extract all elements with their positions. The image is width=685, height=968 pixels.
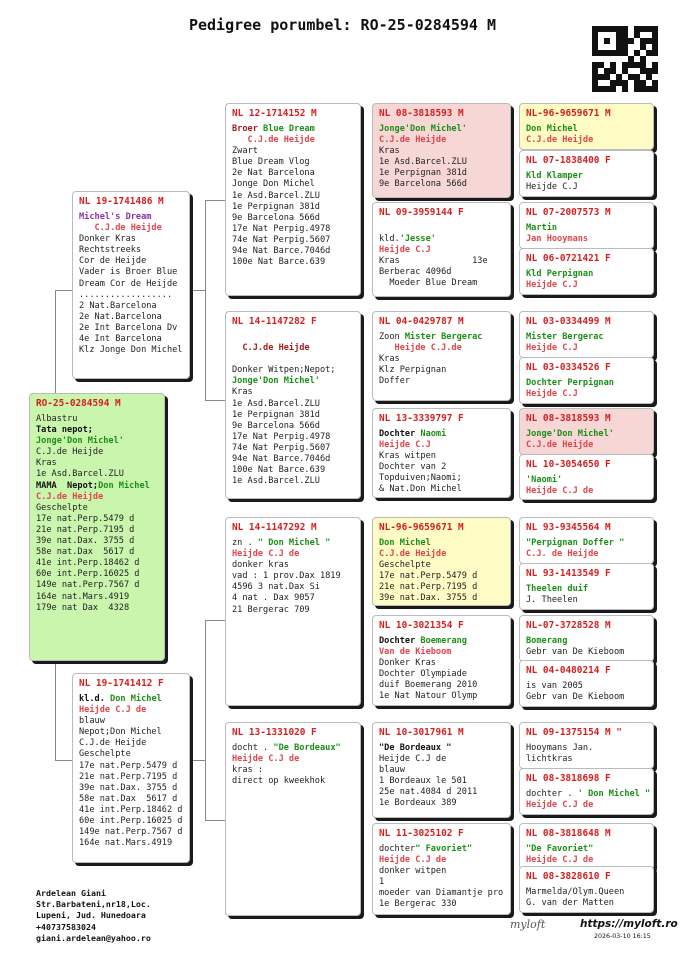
pigeon-info-line: 4596 3 nat.Dax Si <box>232 582 320 593</box>
pigeon-info-line: Dochter Boemerang <box>379 636 467 646</box>
pigeon-info-line: Broer Blue Dream <box>232 124 315 134</box>
pigeon-info-line: 58e nat.Dax 5617 d <box>79 793 178 804</box>
pigeon-info-line: 2 Nat.Barcelona <box>79 300 157 311</box>
pigeon-info-line: 2e Nat.Barcelona <box>79 311 162 322</box>
pigeon-info-line: Zoon Mister Bergerac <box>379 332 483 342</box>
pigeon-info-line: zn . " Don Michel " <box>232 538 331 548</box>
pigeon-info-line: 2e Int Barcelona Dv <box>79 322 178 333</box>
ring-number: NL 07-2007573 M <box>526 207 611 218</box>
pigeon-info-line: Klz Perpignan <box>379 365 447 376</box>
ring-number: NL 07-1838400 F <box>526 155 611 166</box>
pigeon-info-line: C.J.de Heijde <box>36 491 104 502</box>
pigeon-info-line: Vader is Broer Blue <box>79 267 178 278</box>
ancestor-card[interactable] <box>519 103 654 150</box>
pigeon-info-line: 100e Nat Barce.639 <box>232 465 326 476</box>
ring-number: NL 03-0334526 F <box>526 362 611 373</box>
myloft-logo-icon: myloft <box>510 918 546 931</box>
pigeon-info-line: Bomerang <box>526 636 568 646</box>
pigeon-info-line: docht . "De Bordeaux" <box>232 743 341 753</box>
pigeon-info-line: lichtkras <box>526 754 573 765</box>
pigeon-info-line: Heijde C.J de <box>79 705 147 716</box>
pigeon-info-line: C.J.de Heijde <box>526 440 594 451</box>
pigeon-info-line: Donker Kras <box>79 234 136 245</box>
pigeon-info-line: C.J.de Heijde <box>79 738 147 749</box>
ring-number: NL 93-1413549 F <box>526 568 611 579</box>
pigeon-info-line: C.J. de Heijde <box>526 549 599 560</box>
ring-number: NL 08-3828610 F <box>526 871 611 882</box>
connector <box>205 400 225 401</box>
pigeon-info-line: blauw <box>379 765 405 776</box>
connector <box>362 770 363 865</box>
pigeon-info-line: Heijde C.J <box>526 389 578 400</box>
grandparent-card[interactable] <box>225 103 361 296</box>
subject-card[interactable] <box>29 393 165 661</box>
pigeon-info-line: & Nat.Don Michel <box>379 484 462 495</box>
pigeon-info-line: 17e Nat Perpig.4978 <box>232 223 331 234</box>
ancestor-card[interactable] <box>519 722 654 769</box>
pigeon-info-line: Don Michel <box>379 538 431 548</box>
pigeon-info-line: Heijde C.J <box>526 343 578 354</box>
pigeon-info-line: G. van der Matten <box>526 898 614 909</box>
great-grandparent-card[interactable] <box>372 311 511 401</box>
connector <box>205 620 206 820</box>
pigeon-info-line: "De Favoriet" <box>526 844 594 854</box>
pigeon-info-line: 60e int.Perp.16025 d <box>36 569 140 580</box>
pigeon-info-line: Donker Witpen;Nepot; <box>232 365 336 376</box>
ring-number: RO-25-0284594 M <box>36 398 121 409</box>
ancestor-card[interactable] <box>519 408 654 455</box>
pigeon-info-line: 21 Bergerac 709 <box>232 604 310 615</box>
pigeon-info-line: 94e Nat Barce.7046d <box>232 246 331 257</box>
ring-number: NL 13-1331020 F <box>232 727 317 738</box>
pigeon-info-line: Heijde C.J de <box>526 486 594 497</box>
pigeon-info-line: MAMA Nepot;Don Michel <box>36 480 150 491</box>
pigeon-info-line: Jonge Don Michel <box>232 179 315 190</box>
dam-card[interactable] <box>72 673 190 863</box>
pigeon-info-line: Heijde C.J <box>526 280 578 291</box>
pigeon-info-line: Blue Dream Vlog <box>232 157 310 168</box>
ancestor-card[interactable] <box>519 866 654 913</box>
pigeon-info-line: Heijde C.J de <box>526 800 594 811</box>
pigeon-info-line: C.J.de Heijde <box>526 135 594 146</box>
ring-number: NL 04-0429787 M <box>379 316 464 327</box>
great-grandparent-card[interactable] <box>372 202 511 297</box>
ring-number: NL 08-3818593 M <box>379 108 464 119</box>
ring-number: NL 09-1375154 M " <box>526 727 622 738</box>
ring-number: NL-96-9659671 M <box>526 108 611 119</box>
connector <box>55 290 73 291</box>
pigeon-info-line: "Perpignan Doffer " <box>526 538 625 548</box>
pigeon-info-line: 2e Nat Barcelona <box>232 168 315 179</box>
ancestor-card[interactable] <box>519 202 654 249</box>
connector <box>55 760 73 761</box>
pigeon-info-line: 41e int.Perp.18462 d <box>36 558 140 569</box>
ring-number: NL 14-1147292 M <box>232 522 317 533</box>
pigeon-info-line: 'Naomi' <box>526 475 563 485</box>
connector <box>512 845 513 895</box>
connector <box>512 430 513 480</box>
connector <box>205 620 225 621</box>
pigeon-info-line: C.J.de Heijde <box>36 447 104 458</box>
pigeon-info-line: Kld Perpignan <box>526 269 594 279</box>
pigeon-info-line: Heijde C.J de <box>526 855 594 866</box>
pigeon-info-line: Kras <box>36 458 57 469</box>
pigeon-info-line: 1e Perpignan 381d <box>232 201 320 212</box>
owner-street: Str.Barbateni,nr18,Loc. <box>36 899 151 910</box>
pigeon-info-line: donker kras <box>232 560 289 571</box>
pigeon-info-line: 1e Asd.Barcel.ZLU <box>379 157 467 168</box>
pigeon-info-line: C.J.de Heijde <box>232 343 310 354</box>
pigeon-info-line: 21e nat.Perp.7195 d <box>36 524 135 535</box>
brand-url[interactable]: https://myloft.ro <box>580 918 678 930</box>
pigeon-info-line: Michel's Dream <box>79 212 152 222</box>
pigeon-info-line: 179e nat Dax 4328 <box>36 602 130 613</box>
pigeon-info-line: Van de Kieboom <box>379 647 452 658</box>
grandparent-card[interactable] <box>225 311 361 499</box>
pigeon-info-line: 39e nat.Dax. 3755 d <box>36 536 135 547</box>
ancestor-card[interactable] <box>519 311 654 358</box>
pigeon-info-line: moeder van Diamantje pro <box>379 888 504 899</box>
pigeon-info-line: Dochter Naomi <box>379 429 447 439</box>
pigeon-info-line: Cor de Heijde <box>79 256 147 267</box>
ancestor-card[interactable] <box>519 150 654 197</box>
ring-number: NL 03-0334499 M <box>526 316 611 327</box>
connector <box>512 228 513 278</box>
owner-email[interactable]: giani.ardelean@yahoo.ro <box>36 932 151 943</box>
pigeon-info-line: Nepot;Don Michel <box>79 727 162 738</box>
owner-city: Lupeni, Jud. Hunedoara <box>36 910 146 921</box>
ancestor-card[interactable] <box>519 615 654 662</box>
ancestor-card[interactable] <box>519 563 654 610</box>
pigeon-info-line: 149e nat.Perp.7567 d <box>36 580 140 591</box>
pigeon-info-line: C.J.de Heijde <box>232 135 315 146</box>
print-date: 2026-03-10 16:15 <box>594 933 651 940</box>
connector <box>362 150 363 250</box>
great-grandparent-card[interactable] <box>372 615 511 706</box>
pigeon-info-line: 1e Perpignan 381d <box>232 409 320 420</box>
ring-number: NL 04-0480214 F <box>526 665 611 676</box>
ancestor-card[interactable] <box>519 248 654 295</box>
connector <box>512 645 513 695</box>
pigeon-info-line: donker witpen <box>379 866 447 877</box>
pigeon-info-line: 94e Nat Barce.7046d <box>232 454 331 465</box>
grandparent-card[interactable] <box>225 517 361 706</box>
sire-card[interactable] <box>72 191 190 379</box>
ring-number: NL 93-9345564 M <box>526 522 611 533</box>
ring-number: NL-96-9659671 M <box>379 522 464 533</box>
pigeon-info-line: 41e int.Perp.18462 d <box>79 804 183 815</box>
ancestor-card[interactable] <box>519 517 654 564</box>
pigeon-info-line: J. Theelen <box>526 595 578 606</box>
connector <box>362 350 363 450</box>
pigeon-info-line: 164e nat.Mars.4919 <box>79 838 173 849</box>
pigeon-info-line: 17e nat.Perp.5479 d <box>36 513 135 524</box>
pigeon-info-line: 17e nat.Perp.5479 d <box>79 760 178 771</box>
qr-code-icon <box>592 26 658 92</box>
connector <box>512 128 513 178</box>
connector <box>190 760 205 761</box>
pigeon-info-line: Heijde C.J de <box>379 855 447 866</box>
owner-phone: +40737583024 <box>36 921 96 932</box>
pigeon-info-line: vad : 1 prov.Dax 1819 <box>232 571 341 582</box>
pigeon-info-line: 100e Nat Barce.639 <box>232 257 326 268</box>
pigeon-info-line: Kras 13e <box>379 256 488 267</box>
pigeon-info-line: Kld Klamper <box>526 171 583 181</box>
pigeon-info-line: Dream Cor de Heijde <box>79 278 178 289</box>
pigeon-info-line: Moeder Blue Dream <box>379 278 478 289</box>
pigeon-info-line: 17e nat.Perp.5479 d <box>379 571 478 582</box>
pigeon-info-line: 1e Bergerac 330 <box>379 899 457 910</box>
pigeon-info-line: dochter . ' Don Michel " <box>526 789 651 799</box>
pigeon-info-line: Dochter van 2 <box>379 462 447 473</box>
ring-number: NL 19-1741486 M <box>79 196 164 207</box>
pigeon-info-line: 74e Nat Perpig.5607 <box>232 442 331 453</box>
pigeon-info-line: 39e nat.Dax. 3755 d <box>79 782 178 793</box>
pigeon-info-line: 58e nat.Dax 5617 d <box>36 547 135 558</box>
pigeon-info-line: 164e nat.Mars.4919 <box>36 591 130 602</box>
pigeon-info-line: Martin <box>526 223 558 233</box>
ring-number: NL 12-1714152 M <box>232 108 317 119</box>
pigeon-info-line: is van 2005 <box>526 681 583 691</box>
pigeon-info-line: Heijde C.J de <box>232 549 300 560</box>
pigeon-info-line: 9e Barcelona 566d <box>379 179 467 190</box>
pigeon-info-line: Kras witpen <box>379 451 436 462</box>
pigeon-info-line <box>379 223 505 234</box>
ring-number: NL 10-3017961 M <box>379 727 464 738</box>
pigeon-info-line: Hooymans Jan. <box>526 743 594 753</box>
pigeon-info-line: Heijde C.J <box>379 440 431 451</box>
pigeon-info-line: 1 <box>379 877 385 888</box>
great-grandparent-card[interactable] <box>372 408 511 498</box>
pigeon-info-line: Klz Jonge Don Michel <box>79 345 183 356</box>
great-grandparent-card[interactable] <box>372 823 511 915</box>
pigeon-info-line: "De Bordeaux " <box>379 743 452 753</box>
pigeon-info-line: Dochter Olympiade <box>379 669 467 680</box>
pigeon-info-line: C.J.de Heijde <box>379 135 447 146</box>
pigeon-info-line: Doffer <box>379 376 411 387</box>
pigeon-info-line: Jonge'Don Michel' <box>379 124 467 134</box>
pigeon-info-line: 4 nat . Dax 9057 <box>232 593 315 604</box>
connector <box>512 545 513 595</box>
connector <box>512 330 513 380</box>
pigeon-info-line: 1e Perpignan 381d <box>379 168 467 179</box>
pigeon-info-line: Geschelpte <box>79 749 131 760</box>
ancestor-card[interactable] <box>519 768 654 815</box>
ancestor-card[interactable] <box>519 454 654 500</box>
connector <box>55 290 56 395</box>
ring-number: NL 08-3818648 M <box>526 828 611 839</box>
great-grandparent-card[interactable] <box>372 517 511 606</box>
pigeon-info-line: duif Boemerang 2010 <box>379 680 478 691</box>
pigeon-info-line: Mister Bergerac <box>526 332 604 342</box>
ring-number: NL 08-3818698 F <box>526 773 611 784</box>
pigeon-info-line: 1e Bordeaux 389 <box>379 798 457 809</box>
pigeon-info-line: Tata nepot; <box>36 425 93 436</box>
connector <box>362 570 363 670</box>
pigeon-info-line: Albastru <box>36 414 78 424</box>
pigeon-info-line: Gebr van De Kieboom <box>526 692 625 703</box>
connector <box>190 290 205 291</box>
pigeon-info-line: 60e int.Perp.16025 d <box>79 816 183 827</box>
pigeon-info-line: Geschelpte <box>36 502 88 513</box>
pigeon-info-line: 1 Bordeaux le 501 <box>379 776 467 787</box>
ring-number: NL 09-3959144 F <box>379 207 464 218</box>
grandparent-card[interactable] <box>225 722 361 916</box>
pigeon-info-line: Theelen duif <box>526 584 589 594</box>
pigeon-info-line: kld.'Jesse' <box>379 234 436 245</box>
brand-footer <box>510 918 678 958</box>
connector <box>512 745 513 795</box>
great-grandparent-card[interactable] <box>372 103 511 198</box>
connector <box>205 200 225 201</box>
pigeon-info-line: 9e Barcelona 566d <box>232 212 320 223</box>
pigeon-info-line: 1e Asd.Barcel.ZLU <box>232 476 320 487</box>
pigeon-info-line: 149e nat.Perp.7567 d <box>79 827 183 838</box>
pigeon-info-line: 1e Asd.Barcel.ZLU <box>232 398 320 409</box>
pigeon-info-line <box>232 332 355 343</box>
pigeon-info-line: Marmelda/Olym.Queen <box>526 887 625 897</box>
connector <box>55 660 56 760</box>
ring-number: NL 10-3021354 F <box>379 620 464 631</box>
ring-number: NL 10-3054650 F <box>526 459 611 470</box>
pigeon-info-line: Jonge'Don Michel' <box>526 429 614 439</box>
pigeon-info-line: Gebr van De Kieboom <box>526 647 625 658</box>
pigeon-info-line: 4e Int Barcelona <box>79 334 162 345</box>
page-title: Pedigree porumbel: RO-25-0284594 M <box>188 16 497 34</box>
pigeon-info-line: Geschelpte <box>379 560 431 571</box>
pigeon-info-line: Rechtstreeks <box>79 245 142 256</box>
pigeon-info-line: 1e Nat Natour Olymp <box>379 691 478 702</box>
pigeon-info-line: Dochter Perpignan <box>526 378 614 388</box>
pigeon-info-line: Jonge'Don Michel' <box>232 376 320 387</box>
ring-number: NL 14-1147282 F <box>232 316 317 327</box>
pigeon-info-line: blauw <box>79 716 105 727</box>
pigeon-info-line: 74e Nat Perpig.5607 <box>232 234 331 245</box>
pigeon-info-line: kl.d. Don Michel <box>79 694 162 704</box>
pigeon-info-line: Zwart <box>232 146 258 157</box>
pigeon-info-line: Kras <box>379 354 400 365</box>
pigeon-info-line: Jonge'Don Michel' <box>36 436 124 447</box>
pigeon-info-line: 9e Barcelona 566d <box>232 420 320 431</box>
pigeon-info-line: .................. <box>79 289 173 300</box>
pigeon-info-line: dochter" Favoriet" <box>379 844 473 854</box>
pigeon-info-line: direct op kweekhok <box>232 776 326 787</box>
pigeon-info-line: 21e nat.Perp.7195 d <box>379 582 478 593</box>
connector <box>205 820 225 821</box>
pigeon-info-line: 1e Asd.Barcel.ZLU <box>36 469 124 480</box>
ring-number: NL 19-1741412 F <box>79 678 164 689</box>
ring-number: NL 11-3025102 F <box>379 828 464 839</box>
owner-info <box>36 888 151 944</box>
pigeon-info-line: 25e nat.4084 d 2011 <box>379 787 478 798</box>
pigeon-info-line <box>232 354 355 365</box>
pigeon-info-line: C.J.de Heijde <box>79 223 162 234</box>
ancestor-card[interactable] <box>519 660 654 707</box>
pigeon-info-line: Heijde C.J de <box>232 754 300 765</box>
pigeon-info-line: 39e nat.Dax. 3755 d <box>379 593 478 604</box>
pigeon-info-line: Donker Kras <box>379 658 436 669</box>
pigeon-info-line: 17e Nat Perpig.4978 <box>232 431 331 442</box>
ring-number: NL-07-3728528 M <box>526 620 611 631</box>
pigeon-info-line: Heijde C.J de <box>379 754 447 765</box>
pigeon-info-line: Heijde C.J <box>526 182 578 193</box>
owner-name: Ardelean Giani <box>36 888 106 898</box>
ring-number: NL 13-3339797 F <box>379 413 464 424</box>
pigeon-info-line: Berberac 4096d <box>379 267 452 278</box>
pigeon-info-line: Jan Hooymans <box>526 234 589 245</box>
pigeon-info-line: 1e Asd.Barcel.ZLU <box>232 190 320 201</box>
ring-number: NL 06-0721421 F <box>526 253 611 264</box>
connector <box>205 200 206 400</box>
pigeon-info-line: Heijde C.J.de <box>379 343 462 354</box>
pigeon-info-line: C.J.de Heijde <box>379 549 447 560</box>
ancestor-card[interactable] <box>519 823 654 870</box>
great-grandparent-card[interactable] <box>372 722 511 818</box>
pigeon-info-line: Kras <box>232 387 253 398</box>
pigeon-info-line: Kras <box>379 146 400 157</box>
pigeon-info-line: 21e nat.Perp.7195 d <box>79 771 178 782</box>
pigeon-info-line: kras : <box>232 765 264 776</box>
ring-number: NL 08-3818593 M <box>526 413 611 424</box>
ancestor-card[interactable] <box>519 357 654 404</box>
pigeon-info-line: Don Michel <box>526 124 578 134</box>
pigeon-info-line: Heijde C.J <box>379 245 431 256</box>
pigeon-info-line: Topduiven;Naomi; <box>379 473 462 484</box>
